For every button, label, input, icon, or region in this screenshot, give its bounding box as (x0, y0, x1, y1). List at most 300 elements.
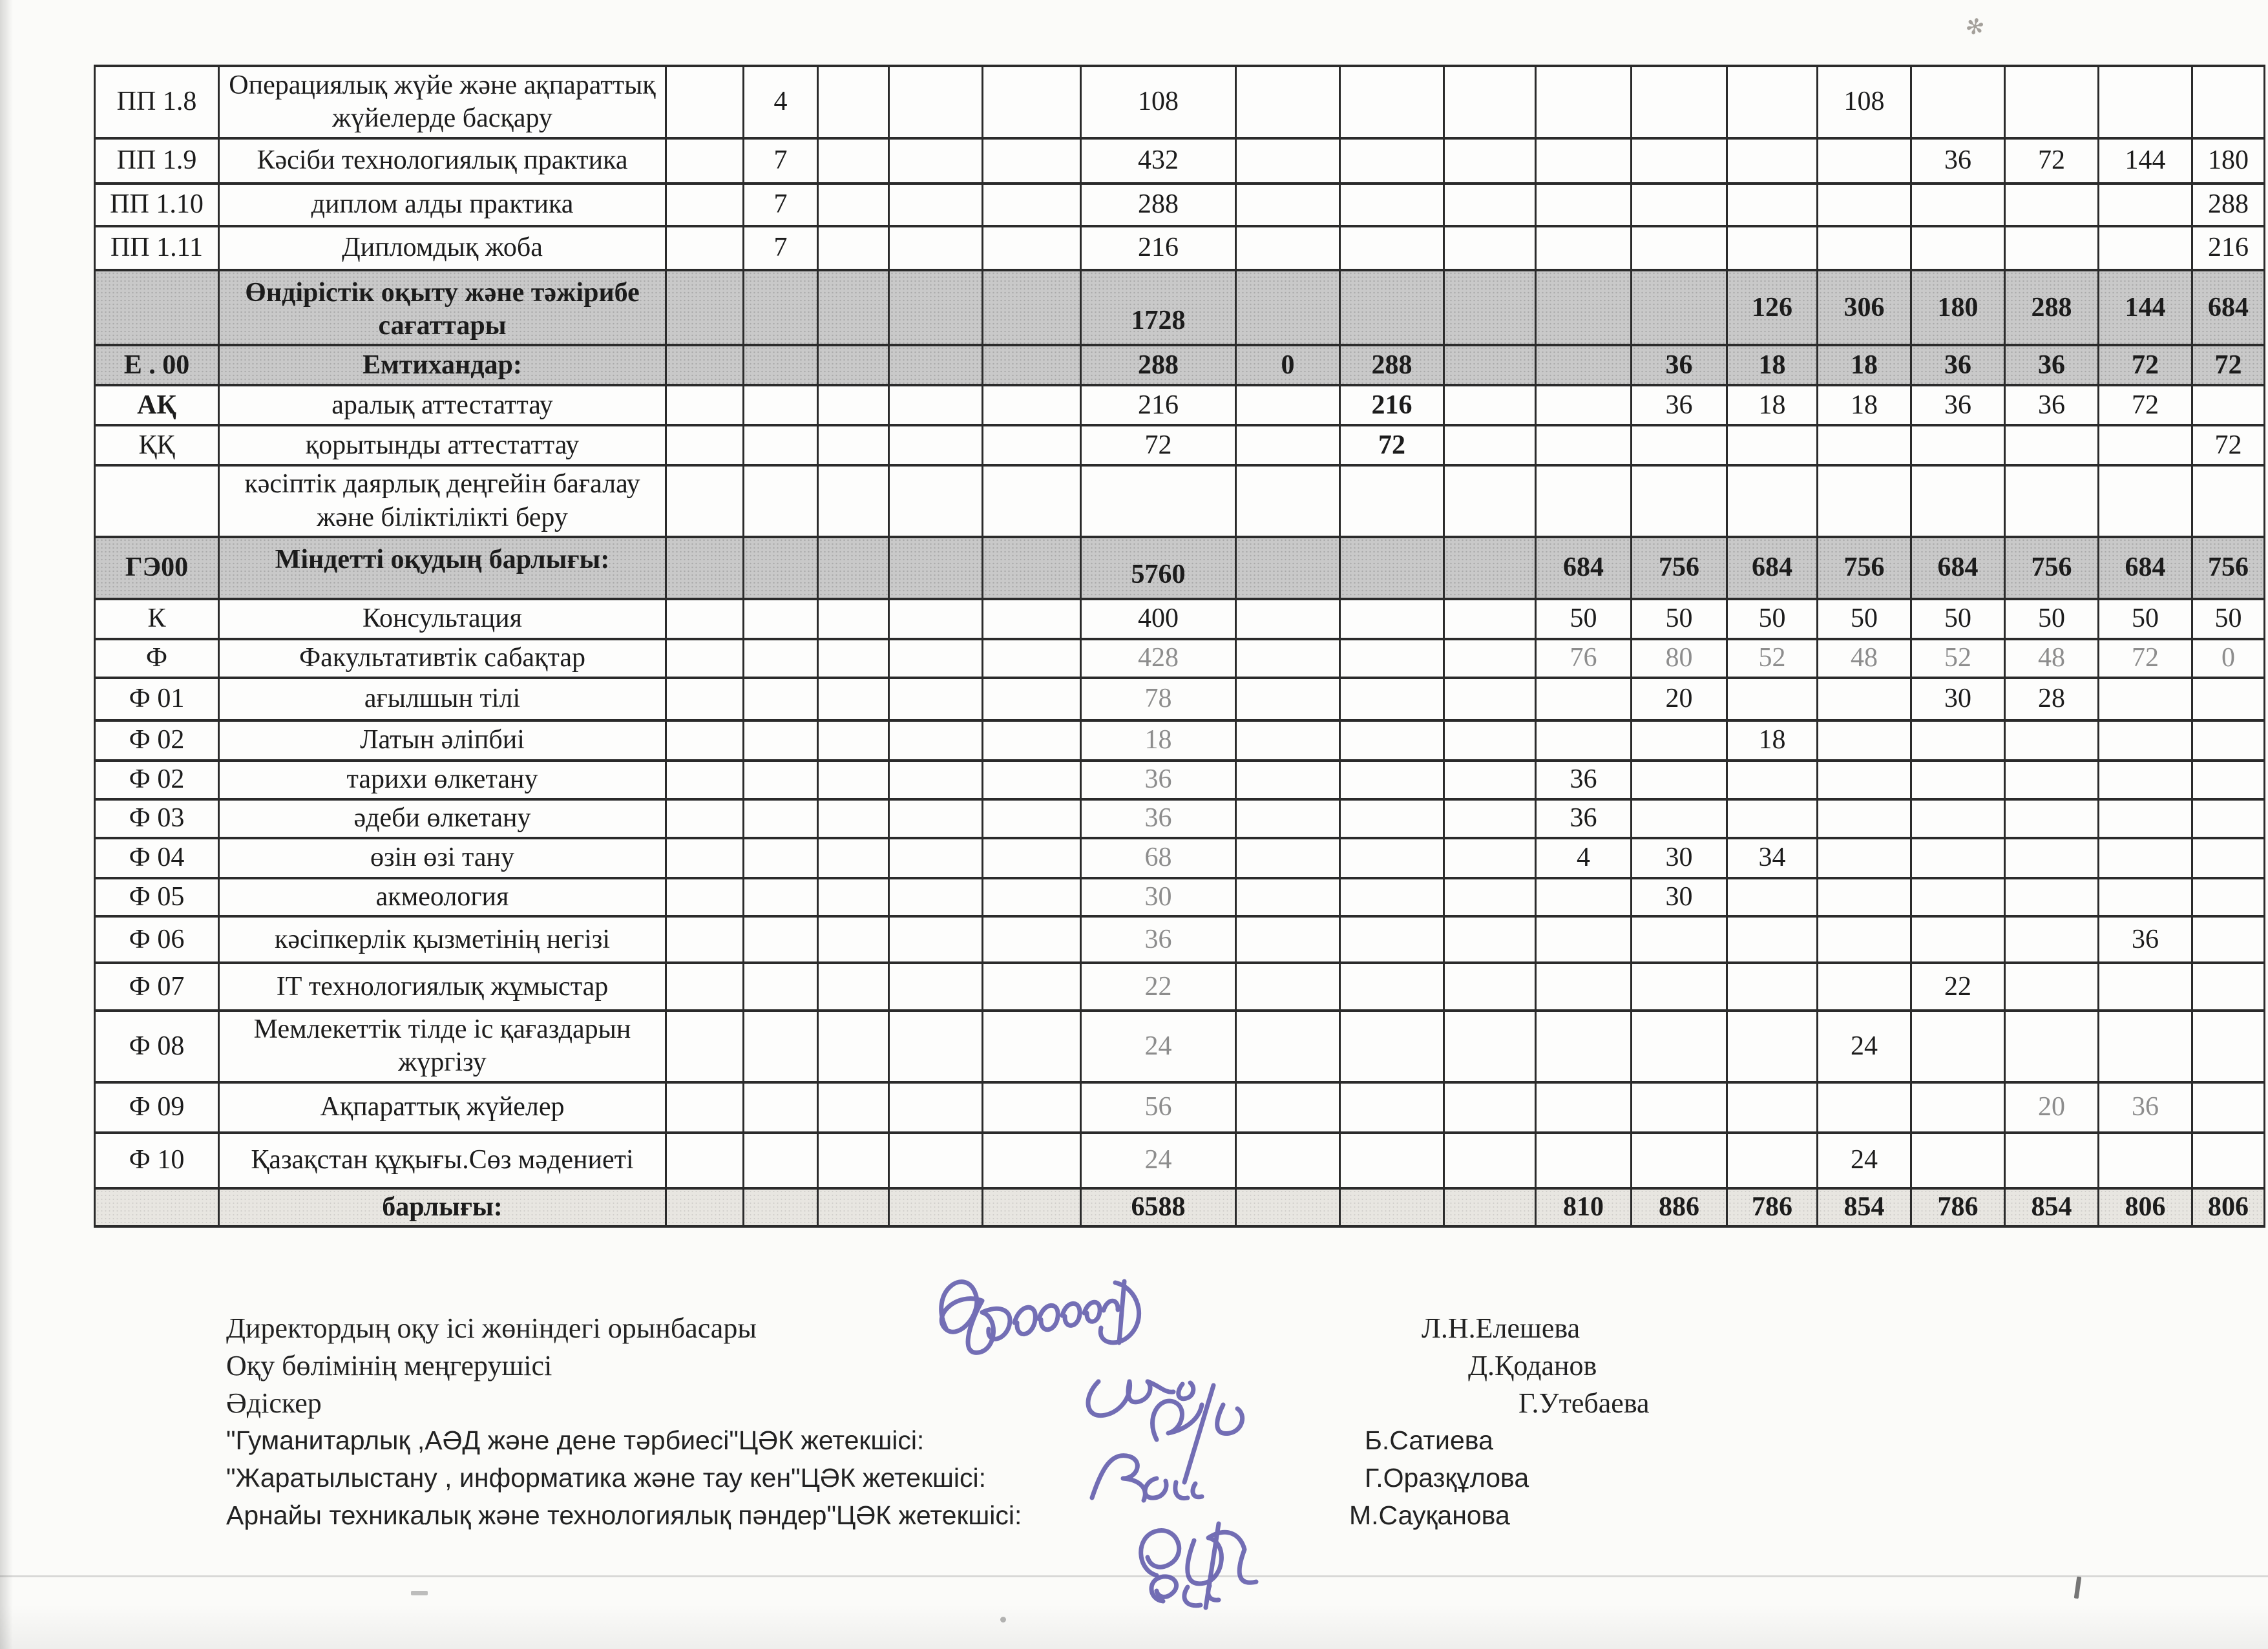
cell-s1 (1536, 138, 1632, 184)
cell-discipline-code: ПП 1.11 (95, 226, 219, 270)
cell-discipline-name: Латын әліпбиі (219, 720, 666, 761)
cell-s4 (1818, 138, 1911, 184)
cell-s7: 36 (2099, 916, 2192, 963)
cell-discipline-code: Ф (95, 639, 219, 678)
cell-discipline-name: акмеология (219, 878, 666, 916)
cell-c5 (818, 720, 889, 761)
cell-c11 (1444, 838, 1536, 878)
cell-discipline-name: Емтихандар: (219, 345, 666, 385)
cell-c6 (889, 537, 983, 599)
table-row (95, 66, 2265, 138)
cell-s4 (1818, 1082, 1911, 1133)
cell-discipline-code: ПП 1.8 (95, 66, 219, 138)
cell-c4 (744, 639, 818, 678)
cell-total-hours: 72 (1081, 425, 1236, 465)
cell-c9 (1236, 270, 1340, 345)
cell-discipline-code: ПП 1.9 (95, 138, 219, 184)
cell-s2 (1632, 963, 1727, 1011)
cell-c9 (1236, 184, 1340, 226)
cell-c3 (666, 226, 744, 270)
cell-s5 (1911, 838, 2005, 878)
cell-s8 (2192, 963, 2265, 1011)
cell-c3 (666, 425, 744, 465)
cell-s3: 18 (1727, 385, 1818, 425)
cell-s5 (1911, 761, 2005, 799)
cell-c6 (889, 226, 983, 270)
cell-c9 (1236, 1133, 1340, 1188)
cell-s7 (2099, 226, 2192, 270)
cell-s5: 22 (1911, 963, 2005, 1011)
cell-s8 (2192, 465, 2265, 536)
cell-total-hours: 288 (1081, 184, 1236, 226)
cell-c6 (889, 720, 983, 761)
cell-c4 (744, 678, 818, 720)
cell-c10 (1340, 226, 1444, 270)
cell-c11 (1444, 678, 1536, 720)
cell-s5: 36 (1911, 345, 2005, 385)
cell-c9 (1236, 878, 1340, 916)
signature-scribble-1 (941, 1281, 1139, 1352)
cell-total-hours: 56 (1081, 1082, 1236, 1133)
cell-s3 (1727, 678, 1818, 720)
cell-s4 (1818, 799, 1911, 838)
cell-discipline-name: Өндірістік оқыту және тәжірибе сағаттары (219, 270, 666, 345)
cell-c3 (666, 799, 744, 838)
cell-c4 (744, 838, 818, 878)
cell-c5 (818, 639, 889, 678)
cell-s1 (1536, 1011, 1632, 1082)
cell-s7 (2099, 1011, 2192, 1082)
cell-s5: 36 (1911, 385, 2005, 425)
cell-s7 (2099, 678, 2192, 720)
table-row (95, 1133, 2265, 1188)
pencil-mark: ✻ (1962, 12, 1987, 42)
cell-s2 (1632, 916, 1727, 963)
cell-s2 (1632, 1082, 1727, 1133)
cell-discipline-code: Ф 05 (95, 878, 219, 916)
signature-person-name: Б.Сатиева (1365, 1425, 1493, 1455)
cell-total-hours: 432 (1081, 138, 1236, 184)
cell-s2 (1632, 66, 1727, 138)
signature-person-name: Д.Қоданов (1468, 1350, 1597, 1381)
cell-s6: 72 (2005, 138, 2099, 184)
cell-c7 (983, 184, 1081, 226)
cell-c11 (1444, 878, 1536, 916)
cell-s7: 684 (2099, 537, 2192, 599)
cell-c6 (889, 270, 983, 345)
signature-role-label: Арнайы техникалық және технологиялық пәндер"ЦӘК жетекшісі: (226, 1500, 1022, 1530)
cell-c4 (744, 878, 818, 916)
cell-c10 (1340, 1082, 1444, 1133)
cell-c11 (1444, 184, 1536, 226)
cell-c9 (1236, 465, 1340, 536)
cell-c10: 216 (1340, 385, 1444, 425)
cell-c4 (744, 799, 818, 838)
cell-discipline-code: Ф 07 (95, 963, 219, 1011)
cell-discipline-name: Мемлекеттік тілде іс қағаздарын жүргізу (219, 1011, 666, 1082)
cell-s3 (1727, 963, 1818, 1011)
cell-total-hours: 24 (1081, 1011, 1236, 1082)
cell-s1 (1536, 270, 1632, 345)
table-row (95, 878, 2265, 916)
cell-c6 (889, 345, 983, 385)
cell-s2 (1632, 799, 1727, 838)
cell-c9 (1236, 1082, 1340, 1133)
cell-s3 (1727, 1133, 1818, 1188)
cell-s3: 18 (1727, 720, 1818, 761)
cell-s3: 34 (1727, 838, 1818, 878)
cell-s3: 52 (1727, 639, 1818, 678)
cell-c4 (744, 916, 818, 963)
cell-s8: 806 (2192, 1188, 2265, 1226)
cell-s4 (1818, 678, 1911, 720)
cell-s1 (1536, 963, 1632, 1011)
cell-s8 (2192, 1011, 2265, 1082)
cell-c3 (666, 878, 744, 916)
cell-s3 (1727, 1082, 1818, 1133)
cell-c5 (818, 345, 889, 385)
table-row (95, 270, 2265, 345)
cell-c3 (666, 1082, 744, 1133)
cell-s8: 288 (2192, 184, 2265, 226)
cell-s1 (1536, 678, 1632, 720)
cell-discipline-name: диплом алды практика (219, 184, 666, 226)
cell-c5 (818, 678, 889, 720)
signature-person-name: Г.Оразқұлова (1365, 1463, 1529, 1493)
cell-discipline-name: Факультативтік сабақтар (219, 639, 666, 678)
cell-s4 (1818, 425, 1911, 465)
cell-c7 (983, 639, 1081, 678)
cell-s6 (2005, 799, 2099, 838)
cell-c3 (666, 138, 744, 184)
cell-total-hours: 18 (1081, 720, 1236, 761)
cell-c10 (1340, 66, 1444, 138)
cell-c10 (1340, 761, 1444, 799)
cell-c11 (1444, 226, 1536, 270)
cell-c3 (666, 385, 744, 425)
cell-s3 (1727, 425, 1818, 465)
cell-discipline-code (95, 270, 219, 345)
signature-role-label: "Жаратылыстану , информатика және тау кен"ЦӘК жетекшісі: (226, 1463, 987, 1493)
cell-s6 (2005, 184, 2099, 226)
cell-discipline-name: ағылшын тілі (219, 678, 666, 720)
cell-c11 (1444, 599, 1536, 639)
cell-discipline-code: АҚ (95, 385, 219, 425)
cell-c7 (983, 1188, 1081, 1226)
cell-discipline-name: Ақпараттық жүйелер (219, 1082, 666, 1133)
cell-c9 (1236, 720, 1340, 761)
cell-s4: 108 (1818, 66, 1911, 138)
cell-s3 (1727, 226, 1818, 270)
cell-s3 (1727, 799, 1818, 838)
scan-edge-shadow (0, 0, 13, 1649)
cell-c10: 288 (1340, 345, 1444, 385)
cell-c9 (1236, 226, 1340, 270)
cell-s3 (1727, 138, 1818, 184)
cell-s4 (1818, 878, 1911, 916)
cell-discipline-code: К (95, 599, 219, 639)
cell-s4 (1818, 720, 1911, 761)
cell-s7: 806 (2099, 1188, 2192, 1226)
cell-s6 (2005, 226, 2099, 270)
cell-discipline-name: кәсіпкерлік қызметінің негізі (219, 916, 666, 963)
cell-c9 (1236, 1188, 1340, 1226)
cell-s4: 24 (1818, 1133, 1911, 1188)
cell-s1 (1536, 345, 1632, 385)
cell-c10 (1340, 720, 1444, 761)
cell-c3 (666, 465, 744, 536)
cell-s6: 756 (2005, 537, 2099, 599)
cell-discipline-code: Ф 01 (95, 678, 219, 720)
cell-c11 (1444, 799, 1536, 838)
cell-s6 (2005, 1133, 2099, 1188)
cell-total-hours: 36 (1081, 799, 1236, 838)
cell-c7 (983, 465, 1081, 536)
table-row (95, 385, 2265, 425)
cell-s8 (2192, 838, 2265, 878)
cell-total-hours: 108 (1081, 66, 1236, 138)
handwritten-signatures-ink (885, 1252, 1286, 1627)
cell-c4 (744, 720, 818, 761)
cell-c5 (818, 1133, 889, 1188)
cell-c6 (889, 639, 983, 678)
cell-s1 (1536, 878, 1632, 916)
cell-s5: 684 (1911, 537, 2005, 599)
cell-c6 (889, 963, 983, 1011)
cell-discipline-name: Операциялық жүйе және ақпараттық жүйелерде басқару (219, 66, 666, 138)
cell-s8 (2192, 799, 2265, 838)
table-row (95, 599, 2265, 639)
cell-c6 (889, 1011, 983, 1082)
cell-c11 (1444, 761, 1536, 799)
cell-s3 (1727, 1011, 1818, 1082)
cell-total-hours (1081, 465, 1236, 536)
cell-s3: 786 (1727, 1188, 1818, 1226)
cell-s3 (1727, 761, 1818, 799)
cell-c3 (666, 838, 744, 878)
cell-c7 (983, 226, 1081, 270)
cell-c3 (666, 599, 744, 639)
cell-s6: 288 (2005, 270, 2099, 345)
cell-c3 (666, 720, 744, 761)
cell-c5 (818, 838, 889, 878)
table-row (95, 916, 2265, 963)
cell-c6 (889, 678, 983, 720)
cell-s7: 144 (2099, 270, 2192, 345)
cell-c9 (1236, 761, 1340, 799)
cell-discipline-code: Ф 06 (95, 916, 219, 963)
cell-discipline-code: Ф 04 (95, 838, 219, 878)
cell-s6: 854 (2005, 1188, 2099, 1226)
cell-s8 (2192, 66, 2265, 138)
cell-c5 (818, 138, 889, 184)
cell-total-hours: 428 (1081, 639, 1236, 678)
cell-c10 (1340, 537, 1444, 599)
signature-scribble-3 (1153, 1385, 1243, 1482)
cell-discipline-code (95, 465, 219, 536)
cell-c9 (1236, 799, 1340, 838)
cell-s4 (1818, 916, 1911, 963)
cell-c10 (1340, 916, 1444, 963)
cell-c7 (983, 537, 1081, 599)
cell-c3 (666, 270, 744, 345)
cell-c7 (983, 1082, 1081, 1133)
cell-s7 (2099, 720, 2192, 761)
cell-s4: 24 (1818, 1011, 1911, 1082)
cell-discipline-code (95, 1188, 219, 1226)
cell-c3 (666, 678, 744, 720)
cell-s3: 18 (1727, 345, 1818, 385)
cell-s4: 50 (1818, 599, 1911, 639)
cell-c4 (744, 385, 818, 425)
cell-c5 (818, 537, 889, 599)
table-row (95, 799, 2265, 838)
cell-s4 (1818, 838, 1911, 878)
cell-s2: 50 (1632, 599, 1727, 639)
cell-c10 (1340, 465, 1444, 536)
cell-c10 (1340, 838, 1444, 878)
cell-discipline-name: Консультация (219, 599, 666, 639)
cell-c6 (889, 916, 983, 963)
cell-s2 (1632, 270, 1727, 345)
scan-speck (411, 1591, 428, 1595)
cell-c5 (818, 66, 889, 138)
cell-c4 (744, 425, 818, 465)
cell-s2 (1632, 184, 1727, 226)
cell-c7 (983, 761, 1081, 799)
cell-c7 (983, 799, 1081, 838)
cell-s8 (2192, 720, 2265, 761)
cell-c4: 4 (744, 66, 818, 138)
cell-c9 (1236, 678, 1340, 720)
cell-s7: 50 (2099, 599, 2192, 639)
cell-s8 (2192, 1082, 2265, 1133)
cell-c10 (1340, 639, 1444, 678)
cell-s8: 50 (2192, 599, 2265, 639)
cell-c6 (889, 1082, 983, 1133)
cell-s8 (2192, 878, 2265, 916)
cell-s6 (2005, 963, 2099, 1011)
cell-c10 (1340, 799, 1444, 838)
cell-c10 (1340, 1188, 1444, 1226)
table-row (95, 345, 2265, 385)
cell-c5 (818, 1082, 889, 1133)
cell-c7 (983, 425, 1081, 465)
cell-c5 (818, 1188, 889, 1226)
cell-c5 (818, 1011, 889, 1082)
cell-c11 (1444, 385, 1536, 425)
cell-s4: 18 (1818, 345, 1911, 385)
cell-c11 (1444, 1133, 1536, 1188)
cell-c10 (1340, 1011, 1444, 1082)
cell-total-hours: 22 (1081, 963, 1236, 1011)
cell-s8 (2192, 761, 2265, 799)
cell-c10 (1340, 1133, 1444, 1188)
cell-s3 (1727, 465, 1818, 536)
cell-s7 (2099, 878, 2192, 916)
cell-discipline-code: ҚҚ (95, 425, 219, 465)
cell-c11 (1444, 1011, 1536, 1082)
cell-s1 (1536, 184, 1632, 226)
cell-s8: 216 (2192, 226, 2265, 270)
cell-c7 (983, 1011, 1081, 1082)
table-row (95, 838, 2265, 878)
cell-s7 (2099, 465, 2192, 536)
cell-c11 (1444, 1188, 1536, 1226)
cell-s6: 36 (2005, 385, 2099, 425)
cell-c10 (1340, 138, 1444, 184)
cell-total-hours: 36 (1081, 916, 1236, 963)
signature-person-name: Л.Н.Елешева (1422, 1312, 1580, 1344)
cell-s1: 684 (1536, 537, 1632, 599)
cell-s1 (1536, 385, 1632, 425)
table-row (95, 184, 2265, 226)
cell-s5 (1911, 465, 2005, 536)
cell-discipline-name: өзін өзі тану (219, 838, 666, 878)
cell-c11 (1444, 66, 1536, 138)
cell-s1 (1536, 226, 1632, 270)
cell-c5 (818, 270, 889, 345)
table-row (95, 1188, 2265, 1226)
cell-s7 (2099, 963, 2192, 1011)
cell-c4 (744, 963, 818, 1011)
table-row (95, 138, 2265, 184)
signature-scribble-2 (1088, 1381, 1193, 1416)
cell-s2 (1632, 720, 1727, 761)
cell-s1 (1536, 66, 1632, 138)
cell-c6 (889, 838, 983, 878)
cell-c11 (1444, 1082, 1536, 1133)
cell-s5 (1911, 1082, 2005, 1133)
table-row (95, 678, 2265, 720)
cell-s5 (1911, 1011, 2005, 1082)
table-row (95, 226, 2265, 270)
cell-c9 (1236, 838, 1340, 878)
cell-s3 (1727, 66, 1818, 138)
cell-c10 (1340, 878, 1444, 916)
cell-c11 (1444, 465, 1536, 536)
cell-c5 (818, 184, 889, 226)
cell-c7 (983, 1133, 1081, 1188)
cell-s5 (1911, 425, 2005, 465)
cell-c7 (983, 66, 1081, 138)
cell-c6 (889, 799, 983, 838)
cell-s5: 30 (1911, 678, 2005, 720)
cell-s7 (2099, 1133, 2192, 1188)
cell-c11 (1444, 138, 1536, 184)
cell-s7: 36 (2099, 1082, 2192, 1133)
cell-c4: 7 (744, 226, 818, 270)
cell-total-hours: 24 (1081, 1133, 1236, 1188)
cell-s4: 18 (1818, 385, 1911, 425)
cell-discipline-code: Ф 03 (95, 799, 219, 838)
cell-s7 (2099, 184, 2192, 226)
cell-discipline-name: ІТ технологиялық жұмыстар (219, 963, 666, 1011)
curriculum-table-body (95, 66, 2265, 1226)
table-row (95, 963, 2265, 1011)
cell-s4 (1818, 963, 1911, 1011)
signature-role-label: Әдіскер (226, 1387, 322, 1419)
cell-c4 (744, 465, 818, 536)
cell-s5 (1911, 226, 2005, 270)
cell-c3 (666, 345, 744, 385)
cell-s1 (1536, 1133, 1632, 1188)
cell-c4 (744, 345, 818, 385)
cell-discipline-code: Е . 00 (95, 345, 219, 385)
cell-s6 (2005, 66, 2099, 138)
cell-c6 (889, 138, 983, 184)
table-row (95, 1011, 2265, 1082)
